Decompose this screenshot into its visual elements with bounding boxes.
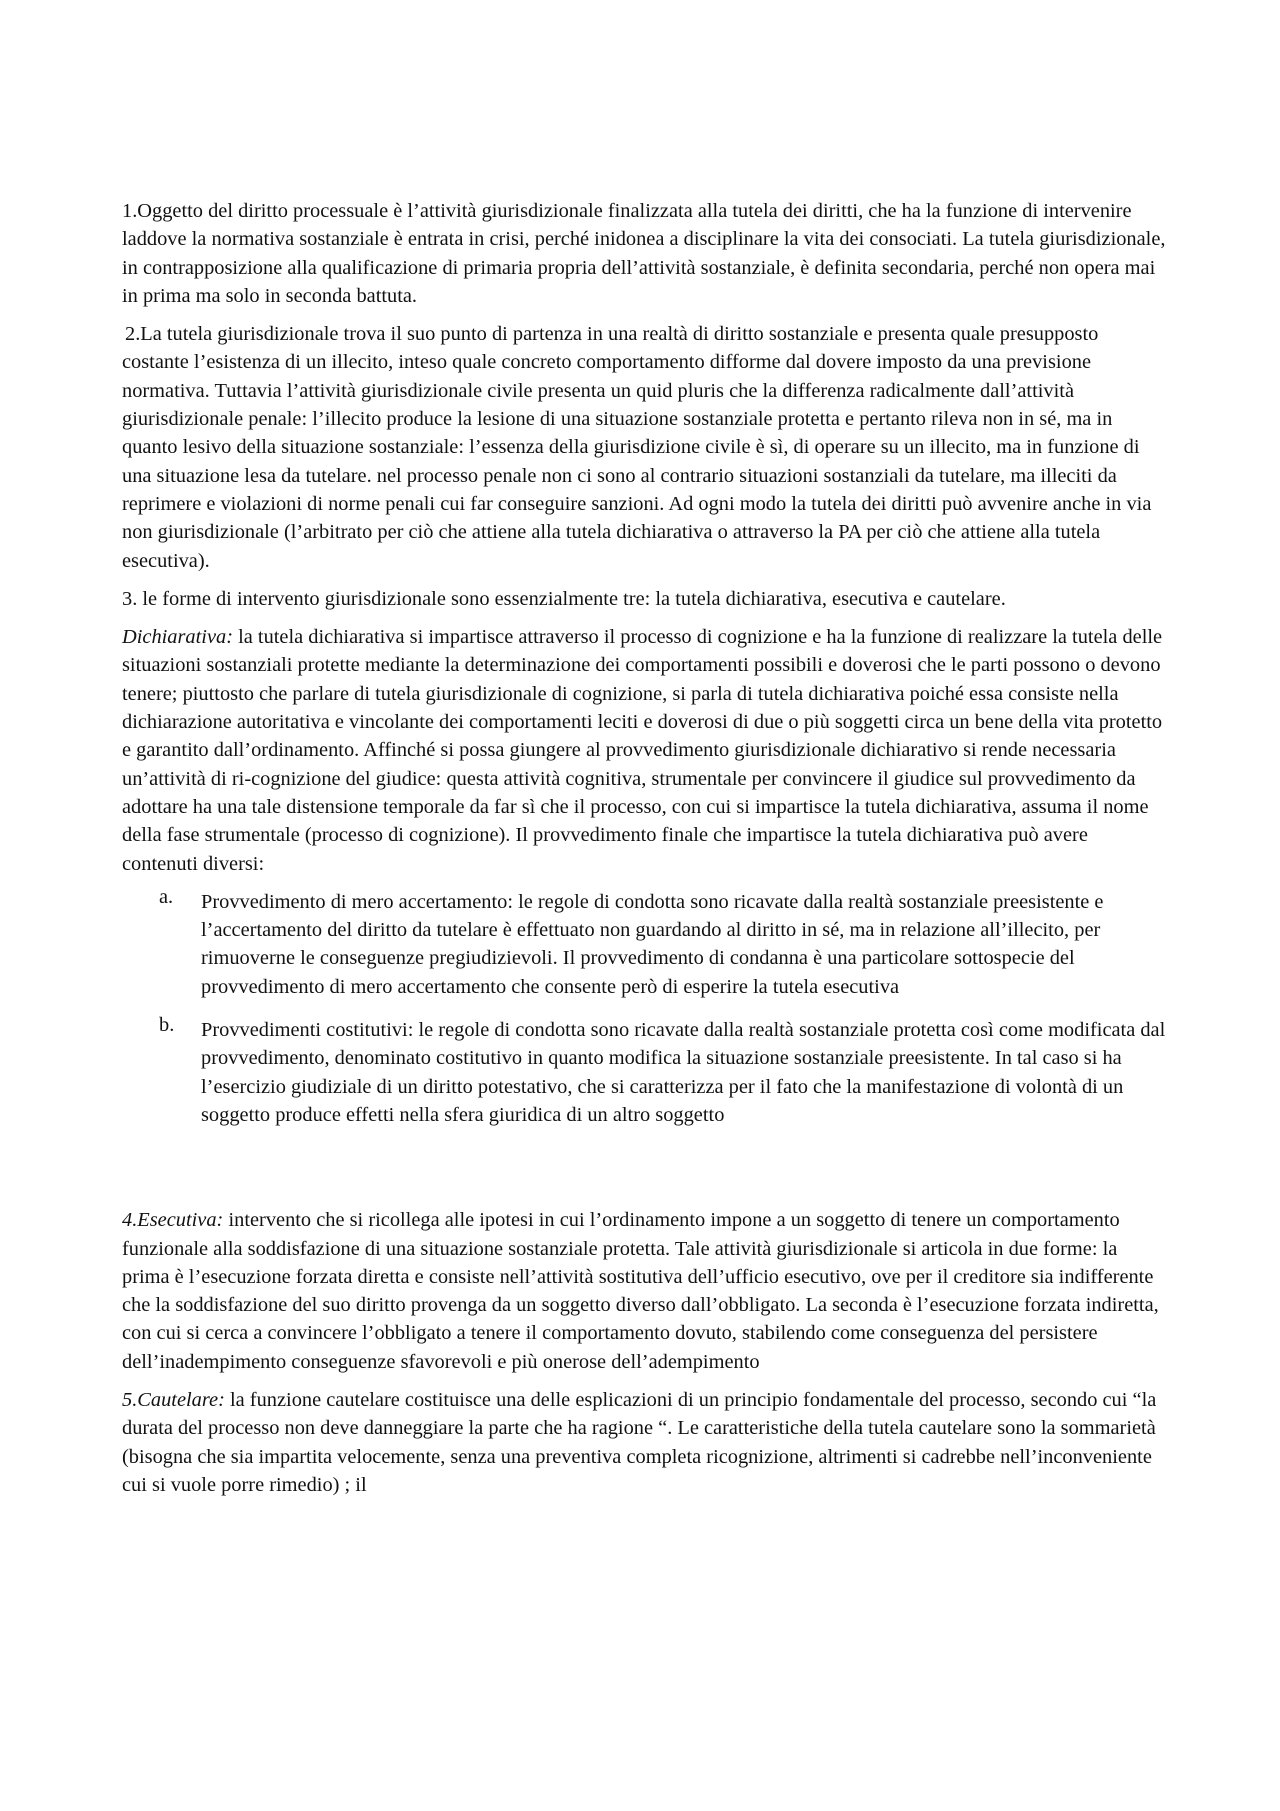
list-marker: a. (159, 885, 174, 908)
paragraph-cautelare (122, 1386, 1168, 1499)
text-cautelare: la funzione cautelare costituisce una delle esplicazioni di un principio fondamentale del processo, secondo cui “la durata del processo non deve danneggiare la parte che ha ragione “. Le caratteristiche della tutela cautelare sono la sommarietà (bisogna che sia impartita velocemente, senza una preventiva completa ricognizione, altrimenti si cadrebbe nell’inconveniente cui si vuole porre rimedio) ; il (122, 1388, 1157, 1496)
heading-dichiarativa: Dichiarativa: (122, 626, 233, 649)
paragraph-dichiarativa (122, 623, 1168, 878)
text-esecutiva: intervento che si ricollega alle ipotesi in cui l’ordinamento impone a un soggetto di tenere un comportamento funzionale alla soddisfazione di una situazione sostanziale protetta. Tale attività giurisdizionale si articola in due forme: la prima è l’esecuzione forzata diretta e consiste nell’attività sostitutiva dell’ufficio esecutivo, ove per il creditore sia indifferente che la soddisfazione del suo diritto provenga da un soggetto diverso dall’obbligato. La seconda è l’esecuzione forzata indiretta, con cui si cerca a convincere l’obbligato a tenere il comportamento dovuto, stabilendo come conseguenza del persistere dell’inadempimento conseguenze sfavorevoli e più onerose dell’adempimento (122, 1209, 1159, 1373)
list-item-text: Provvedimento di mero accertamento: le regole di condotta sono ricavate dalla realtà sostanziale preesistente e l’accertamento del diritto da tutelare è effettuato non guardando al diritto in sé, ma in relazione all’illecito, per rimuoverne le conseguenze pregiudizievoli. Il provvedimento di condanna è una particolare sottospecie del provvedimento di mero accertamento che consente però di esperire la tutela esecutiva (201, 890, 1104, 998)
list-item-text: Provvedimenti costitutivi: le regole di condotta sono ricavate dalla realtà sostanziale protetta così come modificata dal provvedimento, denominato costitutivo in quanto modifica la situazione sostanziale preesistente. In tal caso si ha l’esercizio giudiziale di un diritto potestativo, che si caratterizza per il fato che la manifestazione di volontà di un soggetto produce effetti nella sfera giuridica di un altro soggetto (201, 1019, 1166, 1126)
text-dichiarativa: la tutela dichiarativa si impartisce attraverso il processo di cognizione e ha la funzione di realizzare la tutela delle situazioni sostanziali protette mediante la determinazione dei comportamenti possibili e doverosi che le parti possono o devono tenere; piuttosto che parlare di tutela giurisdizionale di cognizione, si parla di tutela dichiarativa poiché essa consiste nella dichiarazione autoritativa e vincolante dei comportamenti leciti e doverosi di due o più soggetti circa un bene della vita protetto e garantito dall’ordinamento. Affinché si possa giungere al provvedimento giurisdizionale dichiarativo si rende necessaria un’attività di ri-cognizione del giudice: questa attività cognitiva, strumentale per convincere il giudice sul provvedimento da adottare ha una tale distensione temporale da far sì che il processo, con cui si impartisce la tutela dichiarativa, assuma il nome della fase strumentale (processo di cognizione). Il provvedimento finale che impartisce la tutela dichiarativa può avere contenuti diversi: (122, 626, 1163, 875)
list-marker: b. (159, 1014, 175, 1037)
paragraph-3: 3. le forme di intervento giurisdizionale sono essenzialmente tre: la tutela dichiarativa, esecutiva e cautelare. (122, 587, 1006, 610)
provvedimenti-list (122, 885, 1168, 1129)
list-item (122, 1016, 1168, 1129)
paragraph-esecutiva (122, 1206, 1168, 1376)
spacer (122, 1144, 1168, 1206)
paragraph-1: 1.Oggetto del diritto processuale è l’attività giurisdizionale finalizzata alla tutela dei diritti, che ha la funzione di intervenire laddove la normativa sostanziale è entrata in crisi, perché inidonea a disciplinare la vita dei consociati. La tutela giurisdizionale, in contrapposizione alla qualificazione di primaria propria dell’attività sostanziale, è definita secondaria, perché non opera mai in prima ma solo in seconda battuta. (122, 200, 1166, 307)
heading-cautelare: 5.Cautelare: (122, 1388, 225, 1411)
list-item (122, 885, 1168, 1001)
heading-esecutiva: 4.Esecutiva: (122, 1209, 224, 1232)
paragraph-2: 2.La tutela giurisdizionale trova il suo punto di partenza in una realtà di diritto sostanziale e presenta quale presupposto costante l’esistenza di un illecito, inteso quale concreto comportamento difforme dal dovere imposto da una previsione normativa. Tuttavia l’attività giurisdizionale civile presenta un quid pluris che la differenza radicalmente dall’attività giurisdizionale penale: l’illecito produce la lesione di una situazione sostanziale protetta e pertanto rileva non in sé, ma in quanto lesivo della situazione sostanziale: l’essenza della giurisdizione civile è sì, di operare su un illecito, ma in funzione di una situazione lesa da tutelare. nel processo penale non ci sono al contrario situazioni sostanziali da tutelare, ma illeciti da reprimere e violazioni di norme penali cui far conseguire sanzioni. Ad ogni modo la tutela dei diritti può avvenire anche in via non giurisdizionale (l’arbitrato per ciò che attiene alla tutela dichiarativa o attraverso la PA per ciò che attiene alla tutela esecutiva). (122, 323, 1152, 572)
document-body (122, 197, 1168, 1509)
